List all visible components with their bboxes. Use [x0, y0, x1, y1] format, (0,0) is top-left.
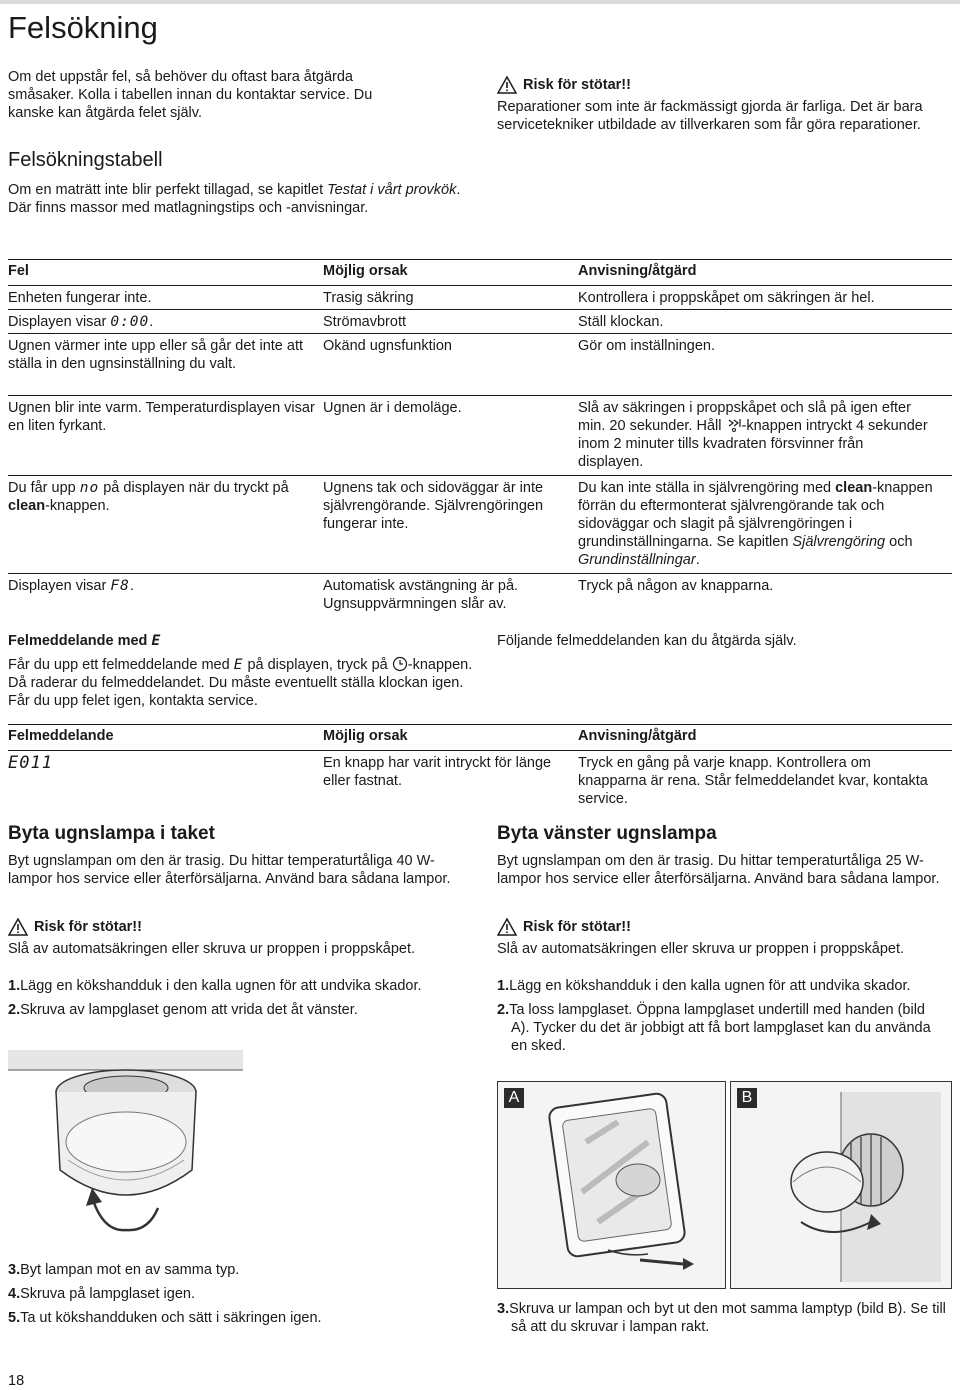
cell-orsak: Okänd ugnsfunktion [323, 338, 452, 354]
list-item: 3.Skruva ur lampan och byt ut den mot samma lamptyp (bild B). Se till så att du skruvar i lampan rakt. [497, 1301, 946, 1335]
tabell-intro: Om en maträtt inte blir perfekt tillagad, se kapitlet Testat i vårt provkök. Där finns massor med matlagningstips och -anvisningar. [8, 182, 461, 216]
right-steps-a [497, 977, 937, 1061]
page-number: 18 [8, 1373, 25, 1389]
warning-triangle-icon [8, 918, 28, 936]
col-header-atgard: Anvisning/åtgärd [578, 263, 697, 279]
felsokning-table [8, 259, 952, 618]
warning-triangle-icon [497, 76, 517, 94]
cell-atgard: Du kan inte ställa in självrengöring med clean-knappen förrän du eftermonterat självrengörande tak och sidoväggar och slagit på självrengöringen i grundinställningarna. Se kapitlen Självrengöring och Grundinställningar. [578, 480, 933, 568]
felmeddelande-text: Får du upp ett felmeddelande med E på displayen, tryck på -knappen. Då raderar du felmeddelandet. Du måste eventuellt ställa klockan igen. Får du upp felet igen, kontakta service. [8, 657, 473, 709]
lamp-glass-illustration [8, 1050, 243, 1250]
table-row [8, 574, 952, 618]
table-header-row [8, 725, 952, 751]
felmeddelande-heading: Felmeddelande med E [8, 633, 162, 649]
table-row [8, 286, 952, 310]
table-row [8, 476, 952, 574]
right-intro: Byt ugnslampan om den är trasig. Du hittar temperaturtåliga 25 W-lampor hos service eller återförsäljarna. Använd bara sådana lampor. [497, 853, 940, 887]
cell-orsak: Ugnen är i demoläge. [323, 400, 462, 416]
col-header-orsak: Möjlig orsak [323, 728, 408, 744]
cell-code [8, 751, 323, 811]
cell-fel: Displayen visar 0:00. [8, 314, 154, 330]
cell-atgard: Gör om inställningen. [578, 338, 716, 354]
left-steps-a [8, 977, 438, 1025]
cell-atgard: Ställ klockan. [578, 314, 664, 330]
col-header-atgard: Anvisning/åtgärd [578, 728, 697, 744]
warning-box-right [497, 918, 957, 958]
cell-orsak: Trasig säkring [323, 290, 414, 306]
list-item: 1.Lägg en kökshandduk i den kalla ugnen för att undvika skador. [497, 978, 911, 994]
cell-atgard: Slå av säkringen i proppskåpet och slå på igen efter min. 20 sekunder. Håll -knappen intryckt 4 sekunder inom 2 minuter tills kvadraten försvinner från displayen. [578, 400, 928, 470]
left-intro: Byt ugnslampan om den är trasig. Du hittar temperaturtåliga 40 W-lampor hos service eller återförsäljarna. Använd bara sådana lampor. [8, 853, 451, 887]
table-header-row [8, 260, 952, 286]
list-item: 1.Lägg en kökshandduk i den kalla ugnen för att undvika skador. [8, 978, 422, 994]
cell-fel: Ugnen blir inte varm. Temperaturdisplayen visar en liten fyrkant. [8, 400, 315, 434]
table-row [8, 751, 952, 811]
warning-text: Slå av automatsäkringen eller skruva ur proppen i proppskåpet. [8, 941, 416, 957]
display-segment-text: F8 [110, 578, 130, 594]
warning-box-left [8, 918, 478, 958]
section-heading-vanster-lampa: Byta vänster ugnslampa [497, 823, 717, 844]
felmeddelande-table [8, 724, 952, 811]
error-code-text: E011 [8, 753, 53, 773]
figure-label-a: A [504, 1088, 524, 1108]
warning-title: Risk för stötar!! [523, 919, 631, 935]
intro-text: Om det uppstår fel, så behöver du oftast bara åtgärda småsaker. Kolla i tabellen innan du kontaktar service. Du kanske kan åtgärda felet själv. [8, 69, 373, 121]
display-segment-text: E [151, 633, 162, 649]
cell-fel: Displayen visar F8. [8, 578, 134, 594]
figure-a [497, 1081, 726, 1289]
col-header-felmeddelande: Felmeddelande [8, 728, 114, 744]
warning-text: Reparationer som inte är fackmässigt gjorda är farliga. Det är bara servicetekniker utbildade av tillverkaren som får göra reparationer. [497, 99, 923, 133]
cell-atgard: Tryck på någon av knapparna. [578, 578, 774, 594]
col-header-orsak: Möjlig orsak [323, 263, 408, 279]
warning-title: Risk för stötar!! [497, 76, 937, 94]
page-title: Felsökning [8, 10, 158, 45]
cell-orsak: Strömavbrott [323, 314, 406, 330]
cell-atgard: Tryck en gång på varje knapp. Kontrollera om knapparna är rena. Står felmeddelandet kvar, kontakta service. [578, 755, 928, 807]
figure-b [730, 1081, 952, 1289]
table-row [8, 396, 952, 476]
list-item: 2.Skruva av lampglaset genom att vrida det åt vänster. [8, 1002, 358, 1018]
list-item: 5.Ta ut kökshandduken och sätt i säkringen igen. [8, 1310, 322, 1326]
col-header-fel: Fel [8, 263, 29, 279]
list-item: 4.Skruva på lampglaset igen. [8, 1286, 195, 1302]
cell-orsak: En knapp har varit intryckt för länge eller fastnat. [323, 755, 552, 789]
felmeddelande-right-text: Följande felmeddelanden kan du åtgärda själv. [497, 633, 797, 649]
warning-triangle-icon [497, 918, 517, 936]
cell-orsak: Automatisk avstängning är på. Ugnsuppvärmningen slår av. [323, 578, 519, 612]
figure-label-b: B [737, 1088, 757, 1108]
left-steps-b [8, 1261, 438, 1333]
list-item: 2.Ta loss lampglaset. Öppna lampglaset undertill med handen (bild A). Tycker du det är jobbigt att få bort lampglaset kan du använda en sked. [497, 1002, 931, 1054]
cell-fel: Enheten fungerar inte. [8, 290, 152, 306]
table-row [8, 334, 952, 396]
bulb-replace-illustration [731, 1082, 951, 1288]
lamp-cover-illustration [498, 1082, 725, 1288]
section-heading-tabell: Felsökningstabell [8, 149, 163, 171]
demo-mode-icon [726, 418, 742, 432]
display-segment-text: 0:00 [110, 314, 150, 330]
clock-icon [392, 656, 408, 672]
cell-fel: Du får upp no på displayen när du tryckt på clean-knappen. [8, 480, 289, 514]
display-segment-text: no [79, 480, 100, 496]
cell-atgard: Kontrollera i proppskåpet om säkringen är hel. [578, 290, 875, 306]
table-row [8, 310, 952, 334]
right-steps-b [497, 1300, 947, 1342]
cell-orsak: Ugnens tak och sidoväggar är inte självrengörande. Självrengöringen fungerar inte. [323, 480, 544, 532]
cell-fel: Ugnen värmer inte upp eller så går det inte att ställa in den ugnsinställning du valt. [8, 338, 303, 372]
warning-title: Risk för stötar!! [34, 919, 142, 935]
list-item: 3.Byt lampan mot en av samma typ. [8, 1262, 240, 1278]
section-heading-tak-lampa: Byta ugnslampa i taket [8, 823, 215, 844]
warning-box-top [497, 76, 937, 134]
display-segment-text: E [233, 657, 244, 673]
warning-text: Slå av automatsäkringen eller skruva ur proppen i proppskåpet. [497, 941, 905, 957]
top-rule [0, 0, 960, 4]
